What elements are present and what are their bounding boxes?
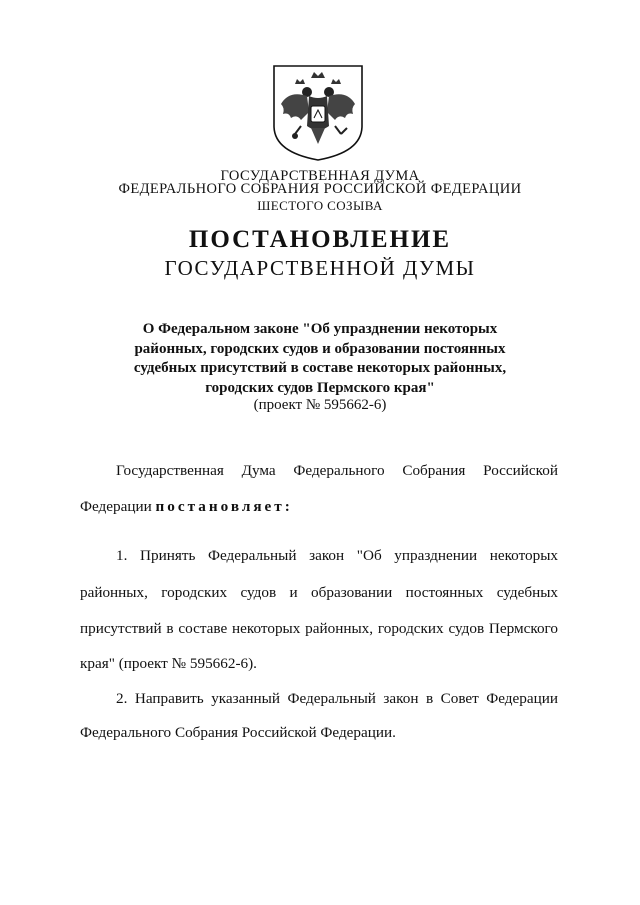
item-2-line-1: 2. Направить указанный Федеральный закон в Совет Федерации [116, 690, 558, 707]
subject-line-2: районных, городских судов и образовании постоянных [134, 340, 506, 357]
preamble-line-1: Государственная Дума Федерального Собрания Российской [116, 462, 558, 479]
header-line-2: ФЕДЕРАЛЬНОГО СОБРАНИЯ РОССИЙСКОЙ ФЕДЕРАЦИИ [118, 181, 522, 197]
header-line-3: ШЕСТОГО СОЗЫВА [257, 198, 383, 213]
subject-line-4: городских судов Пермского края" [205, 379, 435, 396]
item-1-line-2: районных, городских судов и образовании постоянных судебных [80, 584, 558, 601]
item-1-line-3: присутствий в составе некоторых районных, городских судов Пермского [80, 620, 558, 637]
subject-line-1: О Федеральном законе "Об упразднении некоторых [142, 321, 498, 337]
resolves-word: постановляет: [155, 498, 293, 515]
item-1-line-1: 1. Принять Федеральный закон "Об упразднении некоторых [116, 547, 558, 564]
project-number: (проект № 595662-6) [253, 397, 387, 413]
item-1-line-4: края" (проект № 595662-6). [80, 655, 257, 672]
russian-coat-of-arms-icon [271, 64, 365, 162]
document-subtitle: ГОСУДАРСТВЕННОЙ ДУМЫ [164, 256, 476, 280]
item-2-line-2: Федерального Собрания Российской Федерации. [80, 724, 396, 741]
header-line-1: ГОСУДАРСТВЕННАЯ ДУМА [220, 168, 420, 184]
preamble-text: Федерации [80, 498, 156, 515]
preamble-line-2 [80, 498, 558, 516]
subject-line-3: судебных присутствий в составе некоторых районных, [133, 360, 507, 376]
document-title: ПОСТАНОВЛЕНИЕ [188, 226, 452, 253]
subject-block [80, 320, 560, 398]
